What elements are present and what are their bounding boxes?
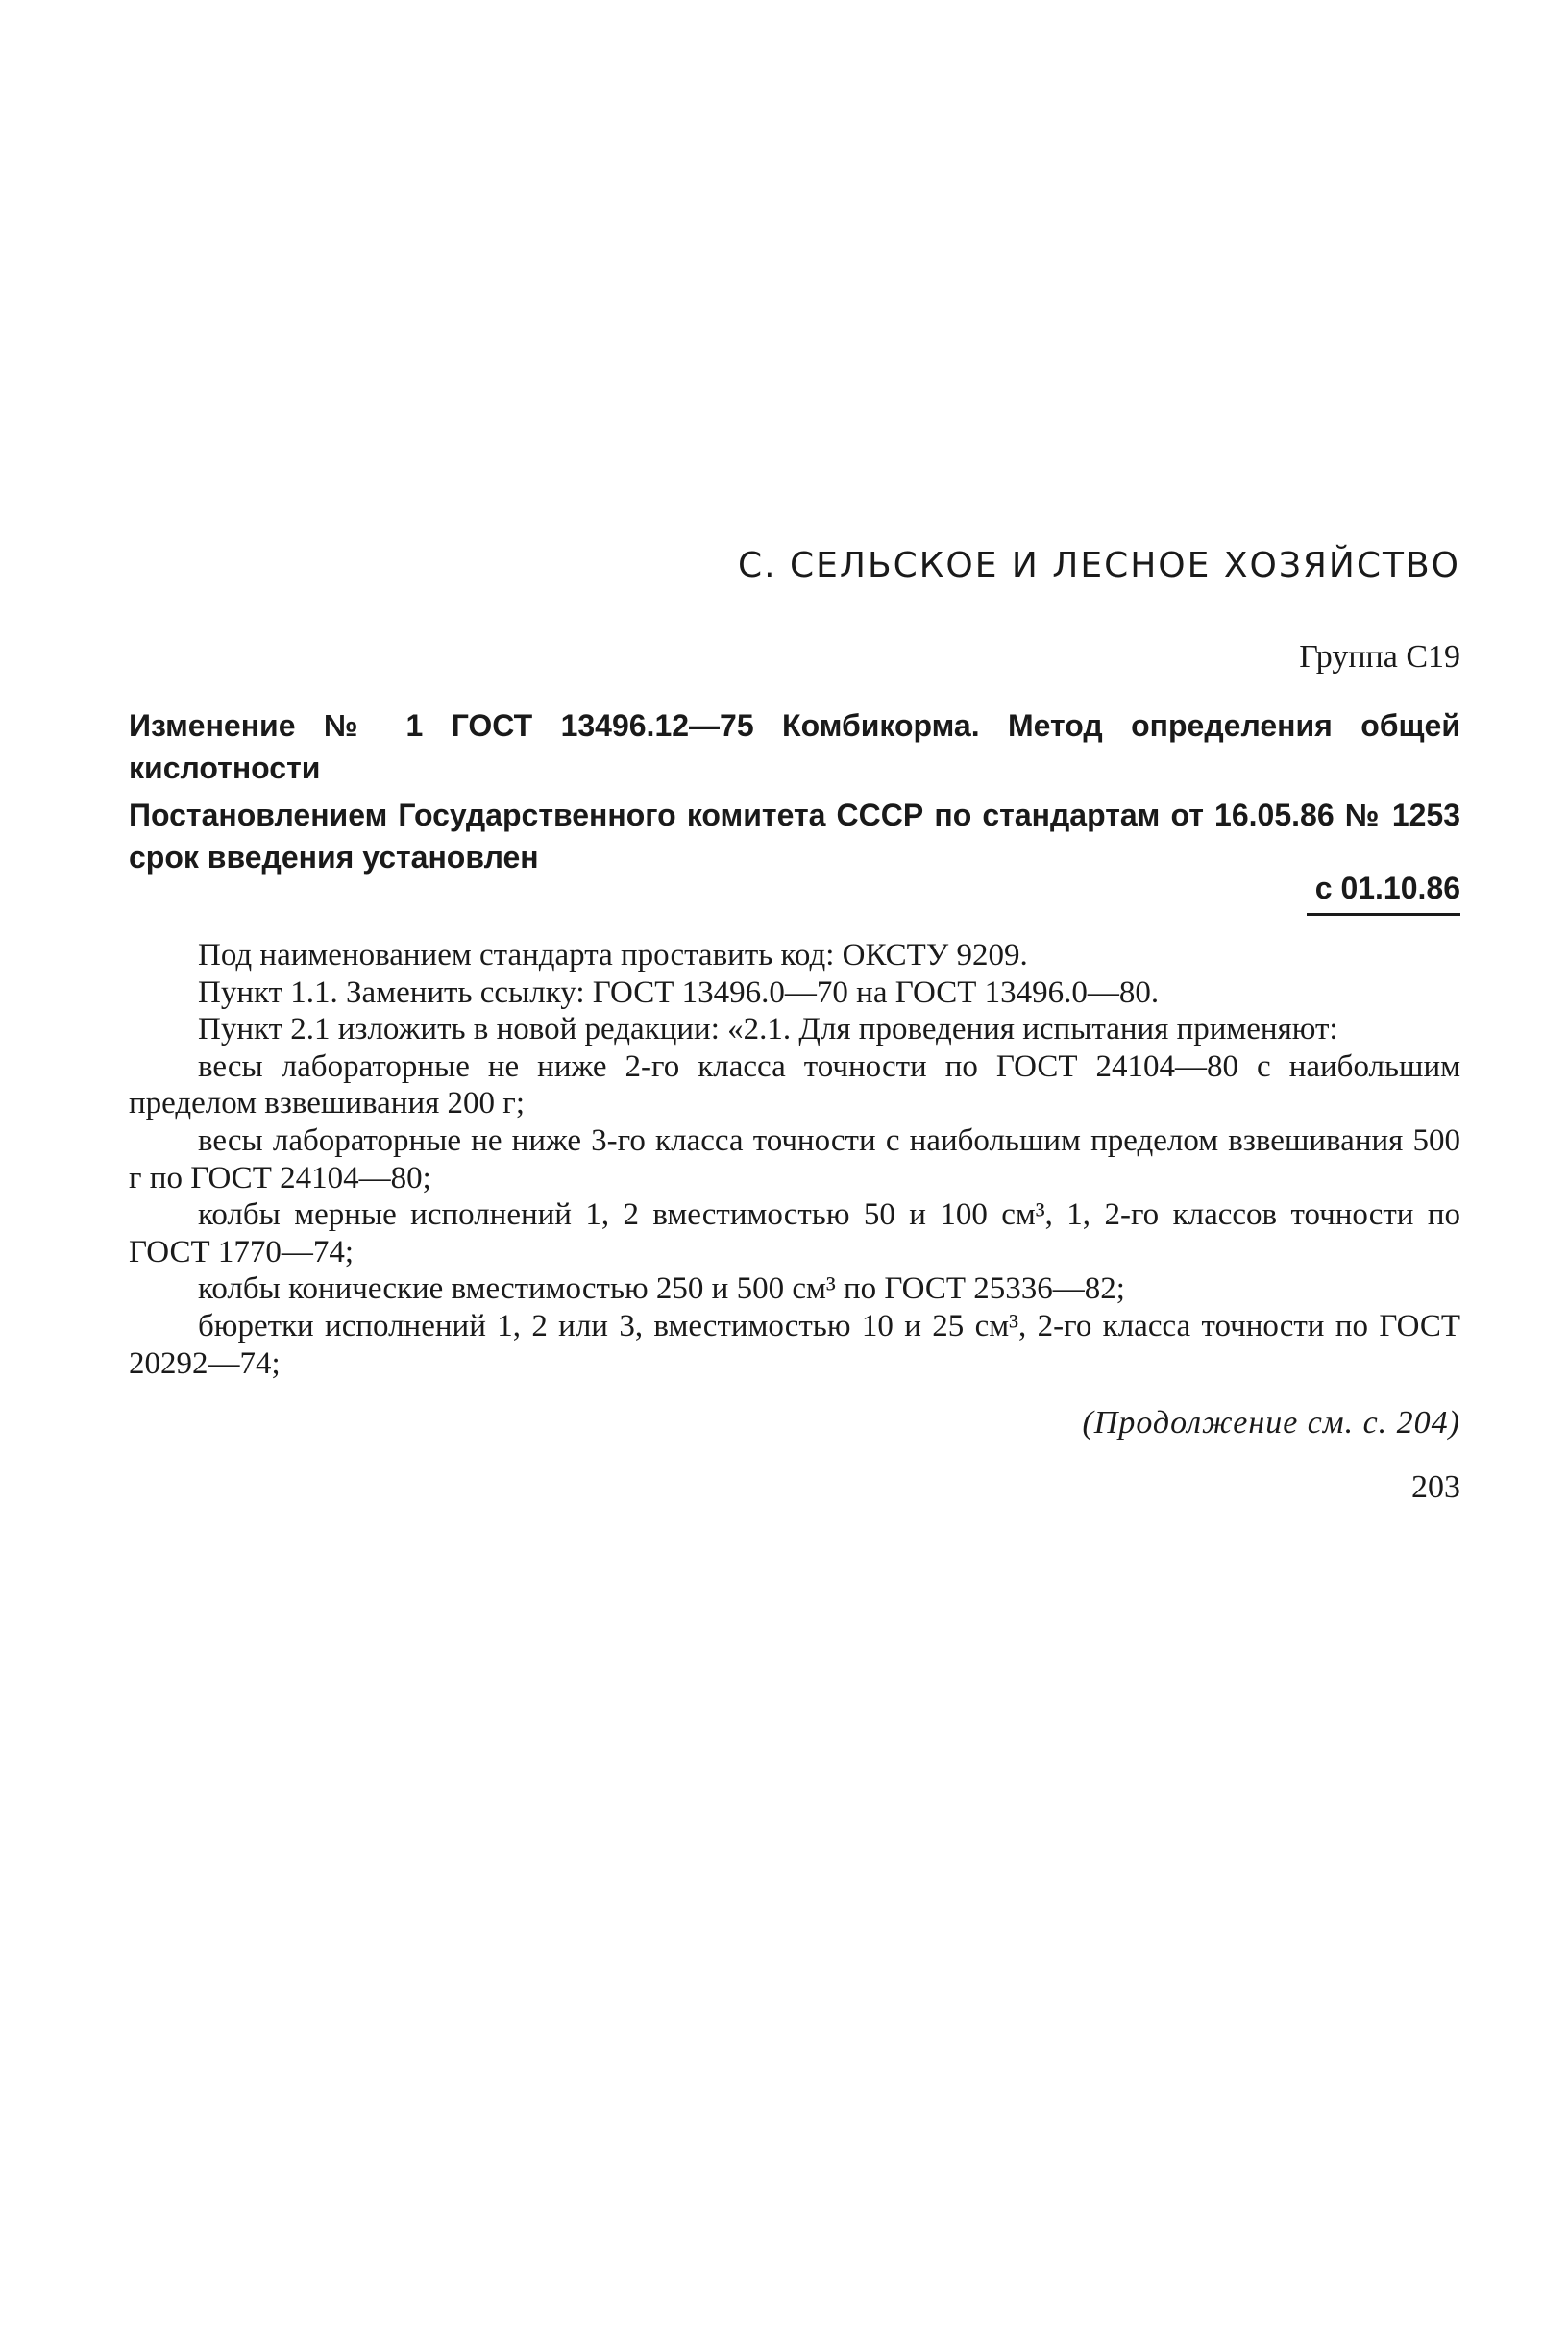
page-number: 203: [1411, 1469, 1460, 1505]
paragraph: бюретки исполнений 1, 2 или 3, вместимостью 10 и 25 см³, 2-го класса точности по ГОСТ 20292—74;: [129, 1308, 1460, 1381]
resolution-text: Постановлением Государственного комитета СССР по стандартам от 16.05.86 № 1253 срок введения установлен: [129, 798, 1460, 875]
paragraph: Пункт 1.1. Заменить ссылку: ГОСТ 13496.0—70 на ГОСТ 13496.0—80.: [198, 974, 1160, 1010]
paragraph: весы лабораторные не ниже 2-го класса точности по ГОСТ 24104—80 с наибольшим пределом взвешивания 200 г;: [129, 1048, 1460, 1121]
paragraph: колбы мерные исполнений 1, 2 вместимостью 50 и 100 см³, 1, 2-го классов точности по ГОСТ 1770—74;: [129, 1197, 1460, 1269]
continuation-note: (Продолжение см. с. 204): [1082, 1405, 1460, 1441]
paragraph: Под наименованием стандарта проставить код: ОКСТУ 9209.: [198, 938, 1028, 973]
paragraph: Пункт 2.1 изложить в новой редакции: «2.1. Для проведения испытания применяют:: [198, 1012, 1338, 1047]
amendment-title: Изменение № 1 ГОСТ 13496.12—75 Комбикорма. Метод определения общей кислотности: [129, 708, 1460, 785]
section-heading: С. СЕЛЬСКОЕ И ЛЕСНОЕ ХОЗЯЙСТВО: [738, 546, 1460, 585]
amendment-body: [129, 937, 1460, 1382]
group-label: Группа С19: [1299, 639, 1460, 675]
effective-date-underline: [1307, 913, 1460, 916]
paragraph: колбы конические вместимостью 250 и 500 см³ по ГОСТ 25336—82;: [198, 1271, 1125, 1307]
effective-date: с 01.10.86: [1314, 871, 1460, 905]
paragraph: весы лабораторные не ниже 3-го класса точности с наибольшим пределом взвешивания 500 г по ГОСТ 24104—80;: [129, 1122, 1460, 1195]
